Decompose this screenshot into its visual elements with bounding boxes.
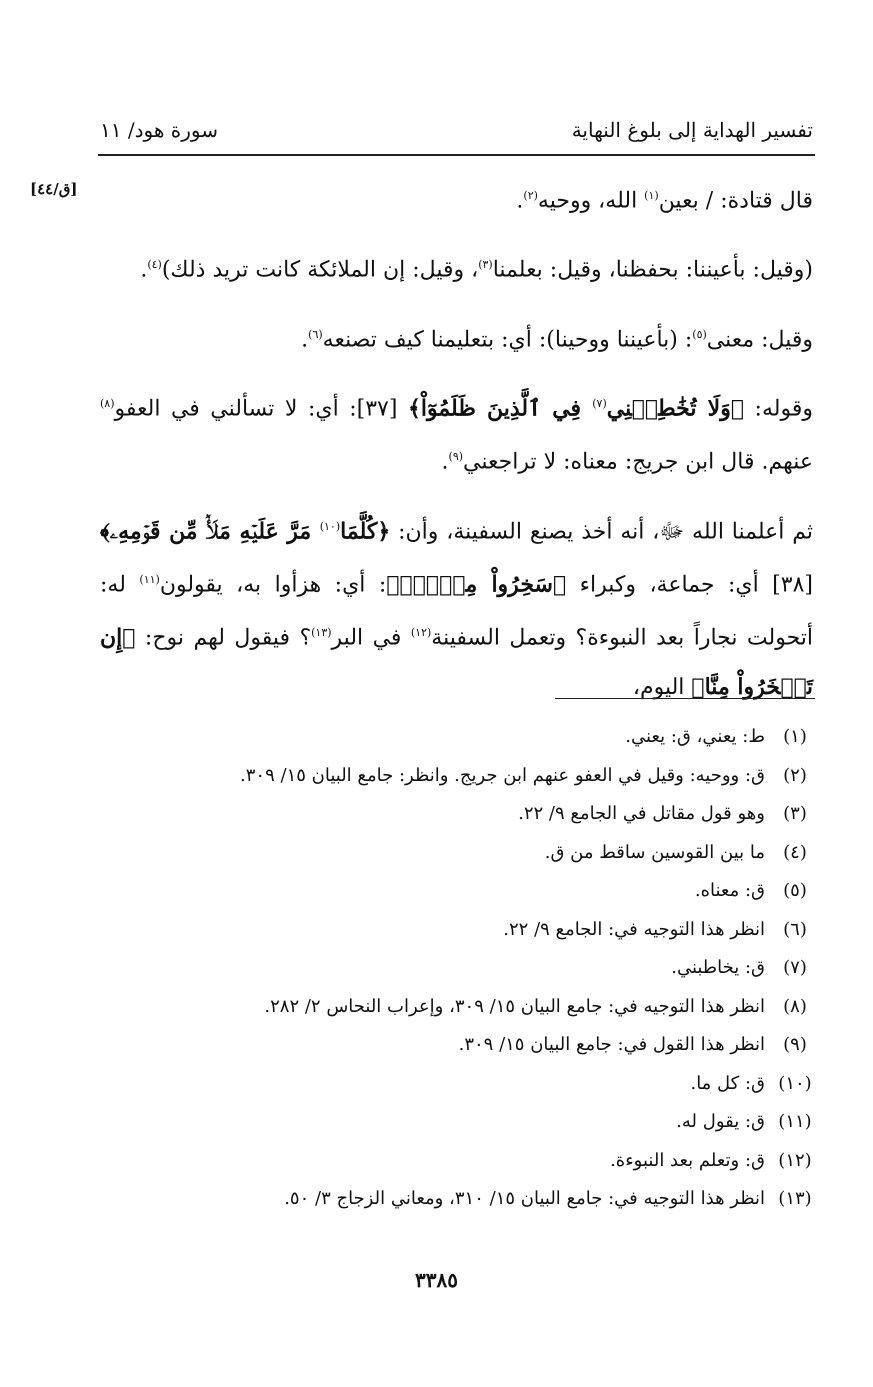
footnote-separator (555, 698, 815, 699)
footnote-text: ق: معناه. (694, 880, 765, 901)
main-text (100, 172, 813, 728)
footnote-number: (٥) (783, 880, 807, 901)
text-run: : (بأعيننا ووحينا): أي: بتعليمنا كيف تصنعه (322, 326, 693, 352)
text-run: عنهم. قال ابن جريج: معناه: لا تراجعني (463, 449, 813, 475)
page-number: ٣٣٨٥ (415, 1268, 458, 1292)
text-run: قال قتادة: / بعين (658, 188, 813, 214)
footnote-text: ق: يخاطبني. (671, 957, 765, 978)
footnote-text: وهو قول مقاتل في الجامع ٩/ ٢٢. (518, 803, 765, 824)
running-header (100, 112, 813, 148)
footnote-number: (٤) (783, 841, 807, 863)
text-run: . (441, 449, 449, 475)
footnote-number: (٩) (783, 1034, 807, 1055)
footnote (100, 834, 815, 873)
text-run: ثم أعلمنا الله ﷻ، أنه أخذ يصنع السفينة، وأن: (390, 518, 813, 544)
paragraph-5 (100, 503, 813, 712)
text-run: . (301, 326, 309, 352)
footnote-text: انظر هذا القول في: جامع البيان ١٥/ ٣٠٩. (458, 1034, 765, 1055)
text-run: : أي: هزأوا به، يقولون (159, 572, 387, 598)
footnote-ref: (٧) (592, 396, 607, 410)
surah-label: سورة هود/ ١١ (100, 118, 218, 142)
footnote (100, 1180, 815, 1219)
quran-quote: مَرَّ عَلَيۡهِ مَلَأٞ مِّن قَوۡمِهِۦ﴾ (100, 517, 320, 544)
footnote-number: (١) (783, 726, 807, 747)
footnote-text: ق: كل ما. (690, 1072, 765, 1094)
paragraph-2 (100, 241, 813, 294)
footnote (100, 949, 815, 988)
footnote-number: (١٠) (778, 1072, 812, 1094)
footnote-ref: (٤) (147, 258, 162, 272)
paragraph-4 (100, 380, 813, 487)
footnote (100, 757, 815, 796)
text-run: اليوم، (632, 674, 692, 700)
footnote-ref: (١٢) (410, 626, 432, 640)
paragraph-1 (100, 172, 813, 225)
manuscript-folio-note: [ق/٤٤] (30, 180, 78, 198)
quran-quote: فِي ٱلَّذِينَ ظَلَمُوٓاْ﴾ (407, 395, 593, 422)
text-run: (وقيل: بأعيننا: بحفظنا، وقيل: بعلمنا (492, 257, 813, 283)
footnote-text: ق: يقول له. (676, 1111, 765, 1132)
footnote-text: ط: يعني، ق: يعني. (625, 726, 765, 747)
header-rule (98, 154, 815, 156)
footnote-number: (١٢) (778, 1149, 812, 1171)
footnote-number: (٦) (783, 918, 807, 940)
text-run: ، وقيل: إن الملائكة كانت تريد ذلك) (161, 257, 479, 283)
text-run: [٣٨] أي: جماعة، وكبراء (566, 572, 814, 598)
footnote-ref: (١١) (139, 572, 160, 586)
footnotes-list (100, 718, 815, 1219)
footnote (100, 1026, 815, 1065)
footnote-ref: (٦) (308, 327, 323, 341)
footnote-number: (١٣) (778, 1188, 812, 1209)
quran-quote: ﴿سَخِرُواْ مِنۡهُۚ﴾ (386, 571, 567, 598)
footnote-text: انظر هذا التوجيه في: جامع البيان ١٥/ ٣١٠، ومعاني الزجاج ٣/ ٥٠. (284, 1188, 765, 1209)
footnote (100, 1065, 815, 1104)
footnote-text: ق: وتعلم بعد النبوءة. (610, 1149, 765, 1171)
footnote-text: انظر هذا التوجيه في: الجامع ٩/ ٢٢. (503, 918, 765, 940)
footnote-ref: (٢) (523, 189, 538, 202)
footnote-ref: (١) (644, 189, 659, 202)
footnote-ref: (٨) (100, 396, 115, 410)
footnote (100, 718, 815, 757)
text-run: وقوله: (744, 396, 813, 422)
footnote-number: (٢) (783, 764, 807, 786)
quran-quote: ﴿إِن تَسۡخَرُواْ مِنَّا﴾ (100, 624, 813, 700)
footnote-ref: (٥) (692, 327, 707, 341)
footnote (100, 1103, 815, 1142)
footnote-number: (٨) (783, 995, 807, 1017)
footnote (100, 795, 815, 834)
book-title: تفسير الهداية إلى بلوغ النهاية (571, 118, 813, 142)
text-run: الله، ووحيه (537, 188, 645, 214)
quran-quote: ﴿كُلَّمَا (340, 517, 391, 544)
text-run: ؟ فيقول لهم نوح: (135, 625, 312, 651)
footnote-number: (١١) (778, 1111, 812, 1132)
footnote (100, 1142, 815, 1181)
footnote-ref: (٣) (478, 258, 493, 272)
footnote-number: (٧) (783, 957, 807, 978)
quran-quote: ﴿وَلَا تُخَٰطِبۡنِي (606, 395, 745, 422)
footnote-text: ق: ووحيه: وقيل في العفو عنهم ابن جريج. وانظر: جامع البيان ١٥/ ٣٠٩. (240, 764, 765, 786)
footnote-text: انظر هذا التوجيه في: جامع البيان ١٥/ ٣٠٩، وإعراب النحاس ٢/ ٢٨٢. (264, 995, 765, 1017)
text-run: وقيل: معنى (706, 326, 813, 352)
text-run: [٣٧]: أي: لا تسألني في العفو (114, 396, 408, 422)
text-run: . (140, 257, 148, 283)
footnote (100, 988, 815, 1027)
text-run: في البر (331, 625, 411, 651)
footnote-number: (٣) (783, 803, 807, 824)
footnote-ref: (١٣) (311, 626, 332, 640)
footnote (100, 872, 815, 911)
footnote-ref: (١٠) (319, 519, 341, 533)
text-run: له: أتحولت نجاراً بعد النبوءة؟ وتعمل السفينة (100, 572, 814, 651)
paragraph-3 (100, 311, 813, 364)
text-run: . (516, 188, 524, 214)
footnote-ref: (٩) (448, 450, 464, 464)
footnote (100, 911, 815, 950)
footnote-text: ما بين القوسين ساقط من ق. (544, 841, 765, 863)
